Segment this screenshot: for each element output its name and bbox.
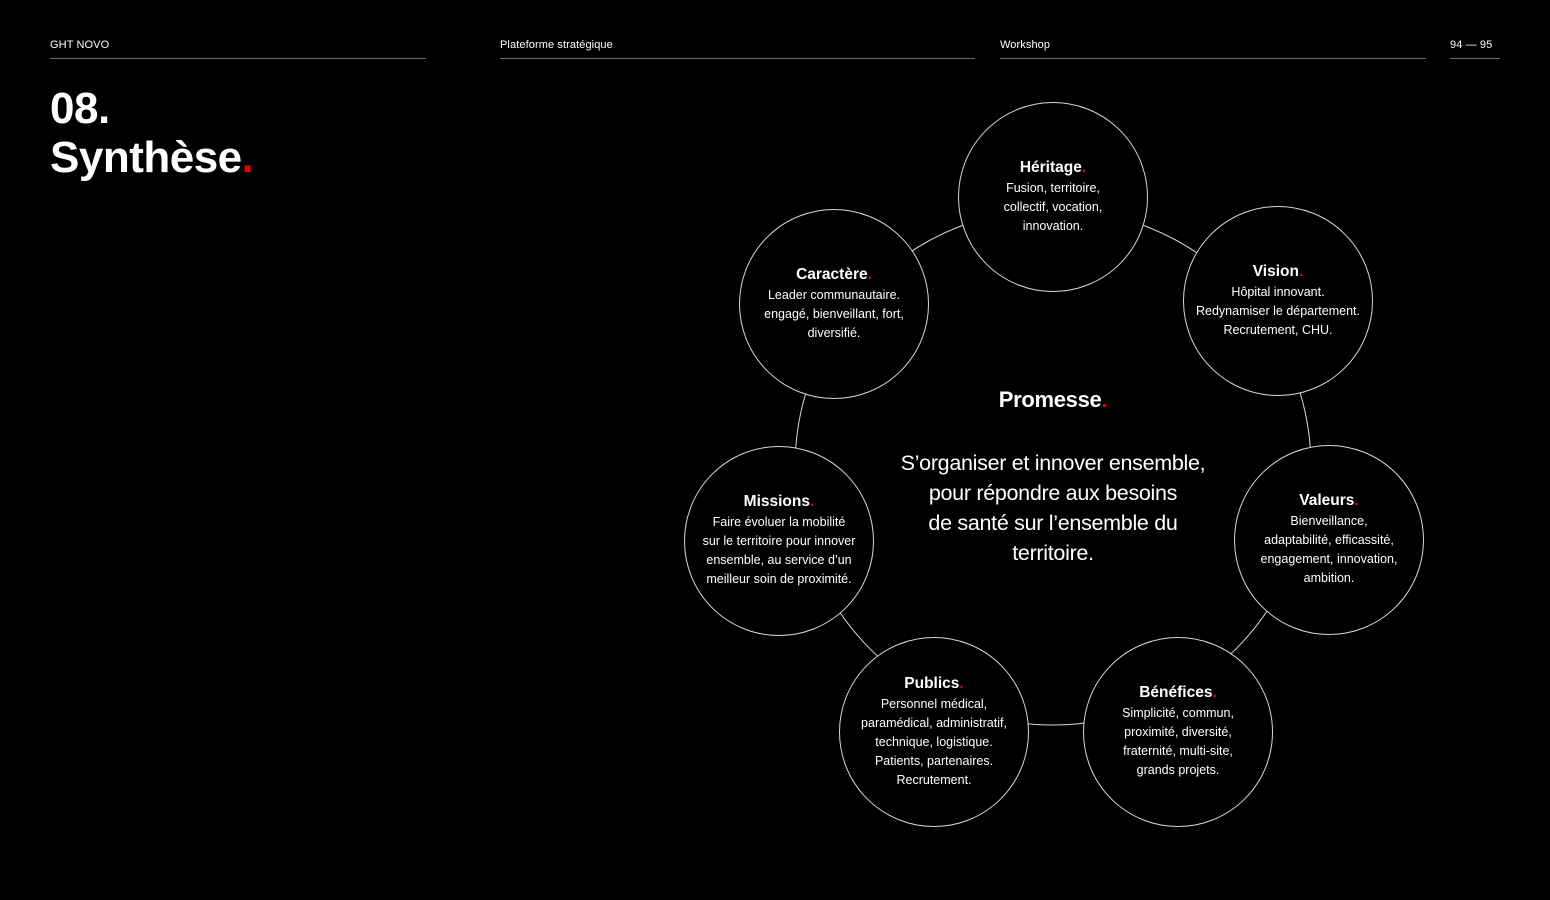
promise-statement <box>853 448 1253 568</box>
header-topic: Workshop <box>1000 39 1426 59</box>
node-missions <box>684 446 874 636</box>
text-line: diversifié. <box>807 325 861 340</box>
node-missions-title-text: Missions <box>743 493 810 510</box>
node-publics-title-text: Publics <box>904 674 960 692</box>
text-line: collectif, vocation, <box>1003 199 1103 214</box>
node-benefices <box>1083 637 1273 827</box>
node-benefices-title <box>1139 684 1217 702</box>
section-title-text: Synthèse <box>50 133 242 182</box>
node-missions-text <box>703 513 856 589</box>
node-missions-title <box>744 493 815 511</box>
text-line: grands projets. <box>1136 763 1220 777</box>
node-caractere-text <box>764 286 904 343</box>
node-heritage <box>958 102 1148 292</box>
text-line: Fusion, territoire, <box>1006 180 1100 195</box>
text-line: Personnel médical, <box>880 696 988 711</box>
accent-dot: . <box>867 265 872 283</box>
promise-title <box>953 387 1153 413</box>
node-heritage-text <box>1004 179 1103 236</box>
accent-dot: . <box>1101 387 1108 412</box>
text-line: fraternité, multi-site, <box>1123 744 1233 758</box>
promise-line: territoire. <box>1012 541 1094 565</box>
text-line: Patients, partenaires. <box>874 753 994 768</box>
node-vision-text <box>1196 283 1360 340</box>
node-benefices-title-text: Bénéfices <box>1139 684 1213 701</box>
text-line: ensemble, au service d’un <box>706 553 852 567</box>
node-publics-title <box>904 675 963 693</box>
node-heritage-title-text: Héritage <box>1019 158 1082 176</box>
text-line: Hôpital innovant. <box>1231 284 1325 299</box>
node-vision <box>1183 206 1373 396</box>
accent-dot: . <box>1354 492 1359 509</box>
text-line: meilleur soin de proximité. <box>706 572 852 586</box>
node-valeurs-text <box>1261 512 1398 588</box>
text-line: Faire évoluer la mobilité <box>712 515 846 529</box>
section-number: 08. <box>50 84 110 133</box>
node-vision-title <box>1253 263 1304 281</box>
node-publics <box>839 637 1029 827</box>
text-line: paramédical, administratif, <box>861 715 1007 730</box>
node-benefices-text <box>1122 704 1234 780</box>
text-line: technique, logistique. <box>875 734 993 749</box>
node-vision-title-text: Vision <box>1252 262 1299 280</box>
node-valeurs-title <box>1299 492 1358 510</box>
node-heritage-title <box>1020 159 1086 177</box>
text-line: ambition. <box>1303 571 1355 585</box>
promise-line: de santé sur l’ensemble du <box>928 511 1178 535</box>
promise-line: S’organiser et innover ensemble, <box>900 451 1206 475</box>
accent-dot: . <box>1298 262 1304 280</box>
header-brand: GHT NOVO <box>50 39 426 59</box>
node-caractere <box>739 209 929 399</box>
promise-line: pour répondre aux besoins <box>928 481 1178 505</box>
accent-dot: . <box>810 493 815 510</box>
accent-dot: . <box>1212 684 1217 701</box>
text-line: Bienveillance, <box>1290 514 1368 528</box>
text-line: sur le territoire pour innover <box>702 534 856 548</box>
text-line: engagé, bienveillant, fort, <box>764 306 904 321</box>
text-line: proximité, diversité, <box>1124 725 1232 739</box>
accent-dot: . <box>959 674 964 692</box>
node-valeurs <box>1234 445 1424 635</box>
header-section: Plateforme stratégique <box>500 39 975 59</box>
text-line: Redynamiser le département. <box>1196 303 1360 318</box>
text-line: engagement, innovation, <box>1260 552 1398 566</box>
node-caractere-title-text: Caractère <box>796 265 868 283</box>
node-caractere-title <box>796 266 872 284</box>
text-line: Recrutement. <box>896 772 972 787</box>
accent-dot: . <box>1081 158 1087 176</box>
text-line: Simplicité, commun, <box>1122 706 1234 720</box>
text-line: Recrutement, CHU. <box>1223 322 1333 337</box>
text-line: Leader communautaire. <box>767 287 901 302</box>
header-page-numbers: 94 — 95 <box>1450 39 1500 59</box>
text-line: adaptabilité, efficassité, <box>1264 533 1394 547</box>
promise-title-text: Promesse <box>998 387 1102 412</box>
node-publics-text <box>861 695 1007 790</box>
text-line: innovation. <box>1022 218 1084 233</box>
node-valeurs-title-text: Valeurs <box>1299 492 1355 509</box>
accent-dot: . <box>241 133 254 182</box>
